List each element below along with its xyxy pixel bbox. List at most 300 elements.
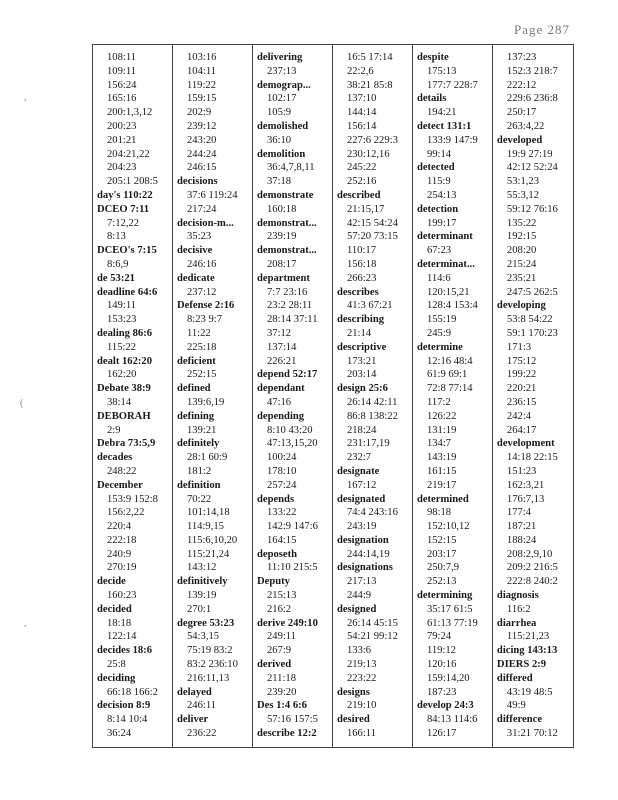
index-reference: 246:15: [186, 162, 217, 174]
index-reference: 203:17: [426, 548, 457, 560]
index-reference: 28:1 60:9: [186, 452, 228, 464]
index-reference: 151:23: [506, 465, 537, 477]
index-reference: 200:23: [107, 120, 137, 132]
index-term: definitively: [176, 576, 228, 588]
index-reference: 254:13: [426, 189, 457, 201]
index-reference: 84:13 114:6: [426, 714, 478, 726]
index-reference: 43:19 48:5: [506, 686, 553, 698]
index-reference: 160:18: [266, 203, 297, 215]
index-term: designation: [336, 534, 389, 546]
index-reference: 162:3,21: [506, 479, 545, 491]
index-term: detected: [416, 162, 455, 174]
index-reference: 72:8 77:14: [426, 383, 473, 395]
index-reference: 250:7,9: [426, 562, 460, 574]
index-reference: 12:16 48:4: [426, 355, 473, 367]
index-reference: 143:19: [426, 452, 457, 464]
index-reference: 167:12: [346, 479, 377, 491]
index-term: defining: [176, 410, 215, 422]
index-reference: 192:15: [506, 231, 537, 243]
index-reference: 217:24: [186, 203, 217, 215]
index-term: deliver: [176, 714, 209, 726]
index-reference: 120:16: [426, 659, 457, 671]
index-term: determining: [416, 590, 473, 602]
index-term: depends: [256, 493, 295, 505]
index-reference: 8:10 43:20: [266, 424, 313, 436]
index-term: desired: [336, 714, 370, 726]
index-column-2: [173, 45, 253, 747]
index-reference: 219:10: [346, 700, 377, 712]
index-reference: 18:18: [107, 617, 132, 629]
index-reference: 175:12: [506, 355, 537, 367]
index-term: definitely: [176, 438, 220, 450]
index-term: decisions: [176, 176, 218, 188]
index-reference: 194:21: [426, 107, 457, 119]
index-reference: 263:4,22: [506, 120, 545, 132]
index-reference: 42:12 52:24: [506, 162, 558, 174]
index-reference: 37:12: [266, 327, 292, 339]
index-term: demonstrat...: [256, 217, 317, 229]
index-reference: 57:20 73:15: [346, 231, 398, 243]
index-reference: 229:6 236:8: [506, 93, 558, 105]
index-term: developing: [496, 300, 546, 312]
index-term: designed: [336, 603, 377, 615]
index-reference: 243:20: [186, 134, 217, 146]
index-reference: 101:14,18: [186, 507, 230, 519]
index-reference: 199:22: [506, 369, 537, 381]
index-reference: 133:6: [346, 645, 372, 657]
index-reference: 139:19: [186, 590, 217, 602]
index-reference: 177:7 228:7: [426, 79, 478, 91]
index-reference: 239:19: [266, 231, 297, 243]
index-term: DEBORAH: [97, 410, 151, 422]
index-reference: 28:14 37:11: [266, 314, 318, 326]
index-term: day's 110:22: [97, 189, 153, 201]
index-reference: 36:24: [107, 728, 132, 740]
index-reference: 173:21: [346, 355, 377, 367]
index-reference: 208:20: [506, 245, 537, 257]
index-column-5: [413, 45, 493, 747]
index-term: DCEO 7:11: [97, 203, 150, 215]
index-reference: 25:8: [107, 659, 126, 671]
index-reference: 244:14,19: [346, 548, 390, 560]
index-reference: 171:3: [506, 341, 532, 353]
index-reference: 14:18 22:15: [506, 452, 558, 464]
index-reference: 22:2,6: [346, 65, 374, 77]
index-term: decades: [97, 452, 133, 464]
index-reference: 231:17,19: [346, 438, 390, 450]
page-number-label: Page 287: [513, 22, 570, 37]
index-term: details: [416, 93, 447, 105]
index-reference: 264:17: [506, 424, 537, 436]
index-term: develop 24:3: [416, 700, 474, 712]
index-term: demolition: [256, 148, 306, 160]
index-reference: 203:14: [346, 369, 377, 381]
index-reference: 122:14: [107, 631, 137, 643]
index-column-1: [93, 45, 173, 747]
index-reference: 109:11: [107, 65, 137, 77]
margin-mark: (: [20, 398, 24, 409]
index-reference: 38:14: [107, 396, 132, 408]
index-reference: 220:4: [107, 521, 132, 533]
index-reference: 220:21: [506, 383, 537, 395]
index-term: degree 53:23: [176, 617, 235, 629]
index-term: describing: [336, 314, 385, 326]
index-reference: 270:19: [107, 562, 137, 574]
index-term: decisive: [176, 245, 213, 257]
index-reference: 166:11: [346, 728, 376, 740]
index-reference: 11:10 215:5: [266, 562, 318, 574]
index-reference: 137:10: [346, 93, 377, 105]
index-term: designate: [336, 465, 380, 477]
index-reference: 117:2: [426, 396, 451, 408]
index-term: detection: [416, 203, 459, 215]
index-reference: 217:13: [346, 576, 377, 588]
index-reference: 249:11: [266, 631, 297, 643]
index-term: defined: [176, 383, 211, 395]
index-term: demonstrate: [256, 189, 314, 201]
index-reference: 114:9,15: [186, 521, 224, 533]
index-reference: 165:16: [107, 93, 137, 105]
index-term: designated: [336, 493, 386, 505]
index-reference: 55:3,12: [506, 189, 539, 201]
index-reference: 225:18: [186, 341, 217, 353]
index-reference: 248:22: [107, 465, 137, 477]
index-reference: 246:11: [186, 700, 217, 712]
index-reference: 134:7: [426, 438, 452, 450]
index-reference: 103:16: [186, 52, 217, 63]
index-reference: 235:21: [506, 272, 537, 284]
index-term: decision 8:9: [97, 700, 151, 712]
index-term: determinat...: [416, 258, 475, 270]
index-reference: 218:24: [346, 424, 377, 436]
index-reference: 159:15: [186, 93, 217, 105]
index-reference: 244:9: [346, 590, 372, 602]
index-reference: 119:12: [426, 645, 456, 657]
index-reference: 99:14: [426, 148, 452, 160]
index-term: despite: [416, 52, 449, 63]
index-term: deadline 64:6: [97, 286, 158, 298]
index-reference: 161:15: [426, 465, 457, 477]
index-term: determine: [416, 341, 463, 353]
index-reference: 115:21,23: [506, 631, 550, 643]
index-reference: 53:1,23: [506, 176, 539, 188]
index-term: determinant: [416, 231, 473, 243]
index-term: describes: [336, 286, 379, 298]
index-reference: 120:15,21: [426, 286, 470, 298]
index-reference: 142:9 147:6: [266, 521, 318, 533]
index-reference: 37:6 119:24: [186, 189, 238, 201]
index-reference: 126:17: [426, 728, 457, 740]
index-term: DIERS 2:9: [496, 659, 547, 671]
index-reference: 153:23: [107, 314, 137, 326]
index-term: descriptive: [336, 341, 387, 353]
index-reference: 250:17: [506, 107, 537, 119]
index-reference: 153:9 152:8: [107, 493, 158, 505]
index-reference: 222:18: [107, 534, 137, 546]
index-reference: 257:24: [266, 479, 297, 491]
index-term: differed: [496, 672, 533, 684]
index-reference: 19:9 27:19: [506, 148, 553, 160]
index-reference: 219:13: [346, 659, 377, 671]
index-reference: 200:1,3,12: [107, 107, 153, 119]
index-term: Des 1:4 6:6: [256, 700, 307, 712]
index-reference: 54:21 99:12: [346, 631, 398, 643]
index-reference: 47:16: [266, 396, 292, 408]
index-term: demograp...: [256, 79, 311, 91]
index-reference: 215:24: [506, 258, 537, 270]
index-term: dicing 143:13: [496, 645, 558, 657]
index-reference: 26:14 42:11: [346, 396, 398, 408]
index-reference: 187:21: [506, 521, 537, 533]
index-reference: 137:14: [266, 341, 297, 353]
index-reference: 35:23: [186, 231, 212, 243]
index-term: decides 18:6: [97, 645, 153, 657]
index-reference: 230:12,16: [346, 148, 390, 160]
index-reference: 160:23: [107, 590, 137, 602]
index-term: diarrhea: [496, 617, 537, 629]
index-reference: 66:18 166:2: [107, 686, 158, 698]
index-term: December: [97, 479, 143, 491]
index-reference: 110:17: [346, 245, 376, 257]
index-term: diagnosis: [496, 590, 539, 602]
index-reference: 11:22: [186, 327, 211, 339]
index-term: design 25:6: [336, 383, 388, 395]
index-reference: 115:6,10,20: [186, 534, 238, 546]
index-reference: 237:12: [186, 286, 217, 298]
index-term: depend 52:17: [256, 369, 318, 381]
index-reference: 266:23: [346, 272, 377, 284]
index-reference: 8:14 10:4: [107, 714, 148, 726]
index-reference: 209:2 216:5: [506, 562, 558, 574]
index-term: developed: [496, 134, 543, 146]
index-reference: 223:22: [346, 672, 377, 684]
index-reference: 205:1 208:5: [107, 176, 158, 188]
index-reference: 83:2 236:10: [186, 659, 238, 671]
index-reference: 199:17: [426, 217, 457, 229]
index-term: dedicate: [176, 272, 215, 284]
index-reference: 240:9: [107, 548, 132, 560]
index-reference: 36:4,7,8,11: [266, 162, 315, 174]
index-reference: 139:21: [186, 424, 217, 436]
index-term: difference: [496, 714, 543, 726]
index-reference: 208:17: [266, 258, 297, 270]
index-reference: 181:2: [186, 465, 212, 477]
index-reference: 74:4 243:16: [346, 507, 398, 519]
index-reference: 164:15: [266, 534, 297, 546]
index-reference: 21:15,17: [346, 203, 385, 215]
index-reference: 23:2 28:11: [266, 300, 313, 312]
index-reference: 222:8 240:2: [506, 576, 558, 588]
index-reference: 8:13: [107, 231, 126, 243]
index-reference: 135:22: [506, 217, 537, 229]
index-reference: 204:23: [107, 162, 137, 174]
index-reference: 7:7 23:16: [266, 286, 308, 298]
index-reference: 137:23: [506, 52, 537, 63]
index-term: development: [496, 438, 555, 450]
index-reference: 252:16: [346, 176, 377, 188]
margin-mark: ,: [24, 92, 27, 103]
index-reference: 215:13: [266, 590, 297, 602]
index-reference: 54:3,15: [186, 631, 220, 643]
index-reference: 143:12: [186, 562, 217, 574]
index-reference: 61:9 69:1: [426, 369, 468, 381]
index-reference: 155:19: [426, 314, 457, 326]
index-reference: 31:21 70:12: [506, 728, 558, 740]
index-reference: 247:5 262:5: [506, 286, 558, 298]
index-term: delayed: [176, 686, 212, 698]
index-reference: 211:18: [266, 672, 297, 684]
index-reference: 8:23 9:7: [186, 314, 223, 326]
index-reference: 178:10: [266, 465, 297, 477]
index-reference: 41:3 67:21: [346, 300, 393, 312]
index-reference: 243:19: [346, 521, 377, 533]
index-reference: 38:21 85:8: [346, 79, 393, 91]
index-term: designs: [336, 686, 370, 698]
index-reference: 244:24: [186, 148, 217, 160]
index-reference: 16:5 17:14: [346, 52, 393, 63]
index-reference: 133:22: [266, 507, 297, 519]
index-reference: 252:13: [426, 576, 457, 588]
index-term: decided: [97, 603, 132, 615]
index-reference: 47:13,15,20: [266, 438, 318, 450]
index-reference: 26:14 45:15: [346, 617, 398, 629]
index-reference: 119:22: [186, 79, 217, 91]
index-reference: 35:17 61:5: [426, 603, 473, 615]
index-reference: 159:14,20: [426, 672, 470, 684]
word-index-table: [92, 44, 574, 748]
index-reference: 175:13: [426, 65, 457, 77]
index-reference: 152:15: [426, 534, 457, 546]
index-reference: 144:14: [346, 107, 377, 119]
index-term: decision-m...: [176, 217, 234, 229]
index-reference: 115:22: [107, 341, 137, 353]
index-reference: 126:22: [426, 410, 457, 422]
index-reference: 116:2: [506, 603, 531, 615]
index-column-4: [333, 45, 413, 747]
index-reference: 59:1 170:23: [506, 327, 558, 339]
index-reference: 105:9: [266, 107, 292, 119]
index-reference: 236:22: [186, 728, 217, 740]
index-reference: 86:8 138:22: [346, 410, 398, 422]
index-reference: 252:15: [186, 369, 217, 381]
index-term: dependant: [256, 383, 305, 395]
index-column-6: [493, 45, 573, 747]
index-reference: 128:4 153:4: [426, 300, 478, 312]
index-reference: 246:16: [186, 258, 217, 270]
index-reference: 187:23: [426, 686, 457, 698]
index-reference: 202:9: [186, 107, 212, 119]
index-reference: 162:20: [107, 369, 137, 381]
index-term: definition: [176, 479, 221, 491]
index-reference: 242:4: [506, 410, 532, 422]
index-reference: 239:12: [186, 120, 217, 132]
index-term: dealt 162:20: [97, 355, 153, 367]
index-reference: 188:24: [506, 534, 537, 546]
index-reference: 115:21,24: [186, 548, 230, 560]
index-term: depending: [256, 410, 305, 422]
index-reference: 100:24: [266, 452, 297, 464]
index-term: Debate 38:9: [97, 383, 151, 395]
index-reference: 232:7: [346, 452, 372, 464]
index-reference: 61:13 77:19: [426, 617, 478, 629]
index-reference: 102:17: [266, 93, 297, 105]
index-reference: 8:6,9: [107, 258, 129, 270]
index-reference: 239:20: [266, 686, 297, 698]
index-reference: 53:8 54:22: [506, 314, 553, 326]
index-reference: 156:14: [346, 120, 377, 132]
index-reference: 245:22: [346, 162, 377, 174]
index-reference: 133:9 147:9: [426, 134, 478, 146]
index-term: department: [256, 272, 310, 284]
index-reference: 149:11: [107, 300, 137, 312]
index-reference: 59:12 76:16: [506, 203, 558, 215]
index-reference: 37:18: [266, 176, 292, 188]
index-reference: 227:6 229:3: [346, 134, 398, 146]
index-reference: 152:10,12: [426, 521, 470, 533]
index-term: describe 12:2: [256, 728, 317, 740]
index-term: determined: [416, 493, 469, 505]
index-reference: 115:9: [426, 176, 451, 188]
index-term: demolished: [256, 120, 309, 132]
index-term: Defense 2:16: [176, 300, 235, 312]
margin-mark: ,: [24, 618, 27, 629]
index-term: described: [336, 189, 381, 201]
index-term: demonstrat...: [256, 245, 317, 257]
index-term: deposeth: [256, 548, 297, 560]
index-term: de 53:21: [97, 272, 135, 284]
index-reference: 156:24: [107, 79, 137, 91]
index-term: dealing 86:6: [97, 327, 153, 339]
index-reference: 49:9: [506, 700, 526, 712]
index-reference: 139:6,19: [186, 396, 225, 408]
index-reference: 42:15 54:24: [346, 217, 398, 229]
index-reference: 201:21: [107, 134, 137, 146]
index-reference: 131:19: [426, 424, 457, 436]
index-column-3: [253, 45, 333, 747]
index-term: derived: [256, 659, 292, 671]
index-reference: 245:9: [426, 327, 452, 339]
index-reference: 208:2,9,10: [506, 548, 553, 560]
index-term: delivering: [256, 52, 303, 63]
index-term: Deputy: [256, 576, 290, 588]
index-reference: 36:10: [266, 134, 292, 146]
index-term: deciding: [97, 672, 136, 684]
index-reference: 75:19 83:2: [186, 645, 233, 657]
index-term: DCEO's 7:15: [97, 245, 157, 257]
index-reference: 222:12: [506, 79, 537, 91]
index-reference: 156:18: [346, 258, 377, 270]
index-term: decide: [97, 576, 126, 588]
index-term: detect 131:1: [416, 120, 472, 132]
index-reference: 236:15: [506, 396, 537, 408]
index-reference: 156:2,22: [107, 507, 145, 519]
index-reference: 152:3 218:7: [506, 65, 558, 77]
index-reference: 114:6: [426, 272, 451, 284]
index-reference: 57:16 157:5: [266, 714, 318, 726]
index-reference: 226:21: [266, 355, 297, 367]
index-term: designations: [336, 562, 393, 574]
index-reference: 98:18: [426, 507, 452, 519]
index-term: derive 249:10: [256, 617, 318, 629]
index-reference: 219:17: [426, 479, 457, 491]
index-reference: 176:7,13: [506, 493, 545, 505]
index-reference: 177:4: [506, 507, 532, 519]
index-reference: 2:9: [107, 424, 121, 436]
index-reference: 79:24: [426, 631, 452, 643]
index-reference: 108:11: [107, 52, 137, 63]
index-reference: 216:2: [266, 603, 292, 615]
index-reference: 204:21,22: [107, 148, 150, 160]
